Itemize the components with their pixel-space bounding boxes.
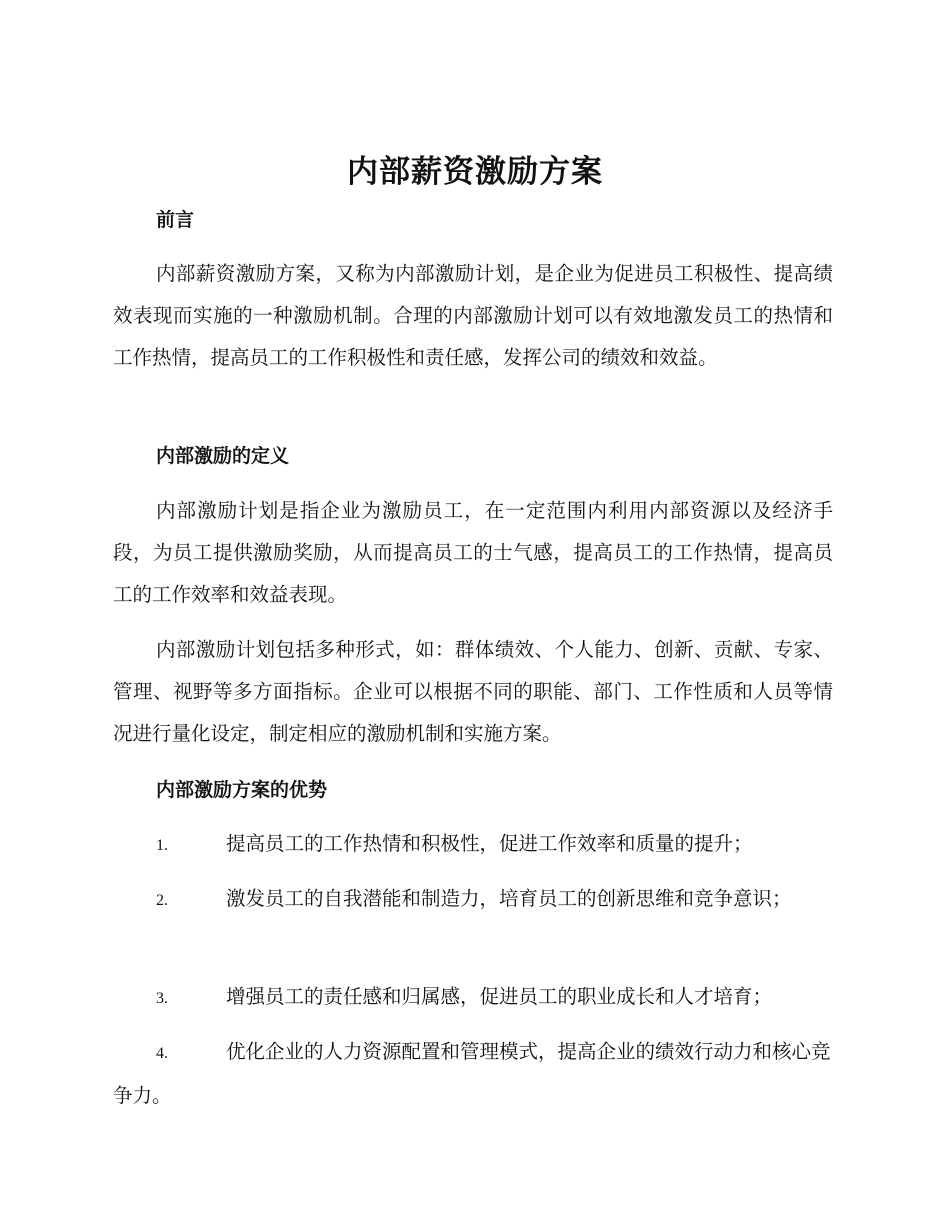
advantage-list-item — [113, 1031, 833, 1117]
advantage-list-item — [113, 976, 833, 1020]
document-title: 内部薪资激励方案 — [347, 154, 603, 190]
list-number: 1. — [156, 837, 168, 854]
definition-paragraph-1: 内部激励计划是指企业为激励员工，在一定范围内利用内部资源以及经济手段，为员工提供激励奖励，从而提高员工的士气感，提高员工的工作热情，提高员工的工作效率和效益表现。 — [113, 499, 833, 606]
section-heading-definition: 内部激励的定义 — [156, 445, 290, 467]
list-number: 3. — [156, 990, 168, 1007]
preface-paragraph: 内部薪资激励方案，又称为内部激励计划，是企业为促进员工积极性、提高绩效表现而实施的一种激励机制。合理的内部激励计划可以有效地激发员工的热情和工作热情，提高员工的工作积极性和责任感，发挥公司的绩效和效益。 — [113, 262, 833, 369]
advantage-list-item — [113, 878, 833, 922]
advantage-list-item — [113, 823, 833, 867]
list-item-text: 提高员工的工作热情和积极性，促进工作效率和质量的提升； — [226, 832, 753, 855]
section-heading-preface: 前言 — [156, 209, 195, 231]
list-item-text: 优化企业的人力资源配置和管理模式，提高企业的绩效行动力和核心竞争力。 — [113, 1040, 831, 1107]
section-heading-advantages: 内部激励方案的优势 — [156, 779, 328, 801]
list-item-text: 增强员工的责任感和归属感，促进员工的职业成长和人才培育； — [226, 985, 773, 1008]
definition-paragraph-2: 内部激励计划包括多种形式，如：群体绩效、个人能力、创新、贡献、专家、管理、视野等多方面指标。企业可以根据不同的职能、部门、工作性质和人员等情况进行量化设定，制定相应的激励机制和实施方案。 — [113, 638, 833, 745]
list-number: 2. — [156, 892, 168, 909]
list-item-text: 激发员工的自我潜能和制造力，培育员工的创新思维和竞争意识； — [226, 887, 792, 910]
list-number: 4. — [156, 1045, 168, 1062]
